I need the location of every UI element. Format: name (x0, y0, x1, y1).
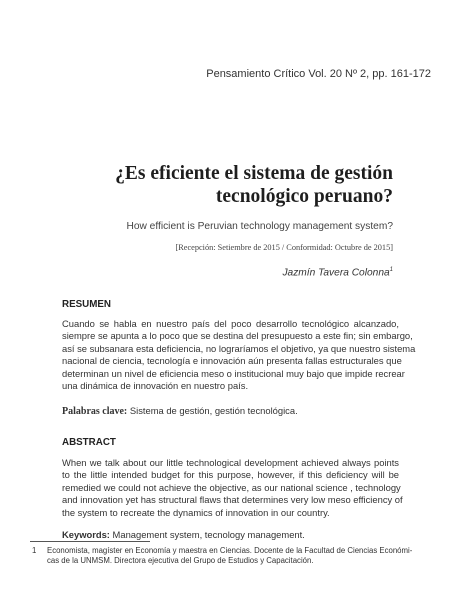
footnote-text (47, 546, 432, 566)
author-name (282, 267, 393, 278)
abstract-paragraph (62, 457, 403, 519)
author-footnote-mark: 1 (389, 267, 393, 273)
resumen-keywords-text: Sistema de gestión, gestión tecnológica. (129, 405, 298, 416)
resumen-line: Cuando se habla en nuestro país del poco desarrollo tecnológico alcanzado, (62, 318, 399, 329)
abstract-keywords-label: Keywords: (62, 529, 110, 540)
article-subtitle-english: How efficient is Peruvian technology management system? (126, 221, 393, 232)
article-title-line-2: tecnológico peruano? (215, 186, 393, 207)
article-title-line-1: ¿Es eficiente el sistema de gestión (115, 163, 393, 184)
footnote-divider (30, 541, 150, 542)
abstract-line: When we talk about our little technological development achieved always points (62, 457, 399, 468)
abstract-line: to the little intended budget for this purpose, however, if this deficiency will be (62, 469, 399, 481)
reception-dates: [Recepción: Setiembre de 2015 / Conformidad: Octubre de 2015] (175, 243, 393, 252)
article-title (53, 162, 393, 208)
resumen-line: siempre se apunta a lo poco que se destina del presupuesto a este fin; sin embargo, (62, 330, 413, 342)
resumen-heading: RESUMEN (62, 299, 111, 310)
resumen-line: determinan un nivel de eficiencia meso o institucional muy bajo que impide recrear (62, 367, 405, 379)
resumen-line: así se subsanara esta deficiencia, no lograríamos el objetivo, ya que nuestro sistema (62, 342, 416, 354)
resumen-line: nacional de ciencia, tecnología e innovación aún presenta fallas estructurales que (62, 355, 402, 367)
resumen-keywords (62, 405, 298, 417)
footnote (32, 546, 432, 566)
abstract-keywords-text: Management system, tecnology management. (112, 529, 305, 540)
abstract-keywords (62, 529, 305, 540)
footnote-line-2: cas de la UNMSM. Directora ejecutiva del Grupo de Estudios y Capacitación. (47, 556, 314, 565)
abstract-heading: ABSTRACT (62, 437, 116, 448)
footnote-line-1: Economista, magíster en Economía y maestra en Ciencias. Docente de la Facultad de Ciencias Económi- (47, 546, 413, 555)
abstract-line: remedied we could not achieve the objective, as our national science , technology (62, 481, 401, 493)
resumen-line: una dinámica de innovación en nuestro país. (62, 380, 249, 392)
resumen-keywords-label: Palabras clave: (62, 406, 128, 417)
resumen-paragraph (62, 318, 416, 392)
journal-citation: Pensamiento Crítico Vol. 20 Nº 2, pp. 161-172 (206, 68, 431, 80)
abstract-line: the system to recreate the dynamics of innovation in our country. (62, 506, 330, 518)
author-name-text: Jazmín Tavera Colonna (282, 267, 390, 279)
abstract-line: and innovation yet has structural flaws that determines very low meso efficiency of (62, 494, 403, 506)
footnote-number: 1 (32, 546, 37, 555)
